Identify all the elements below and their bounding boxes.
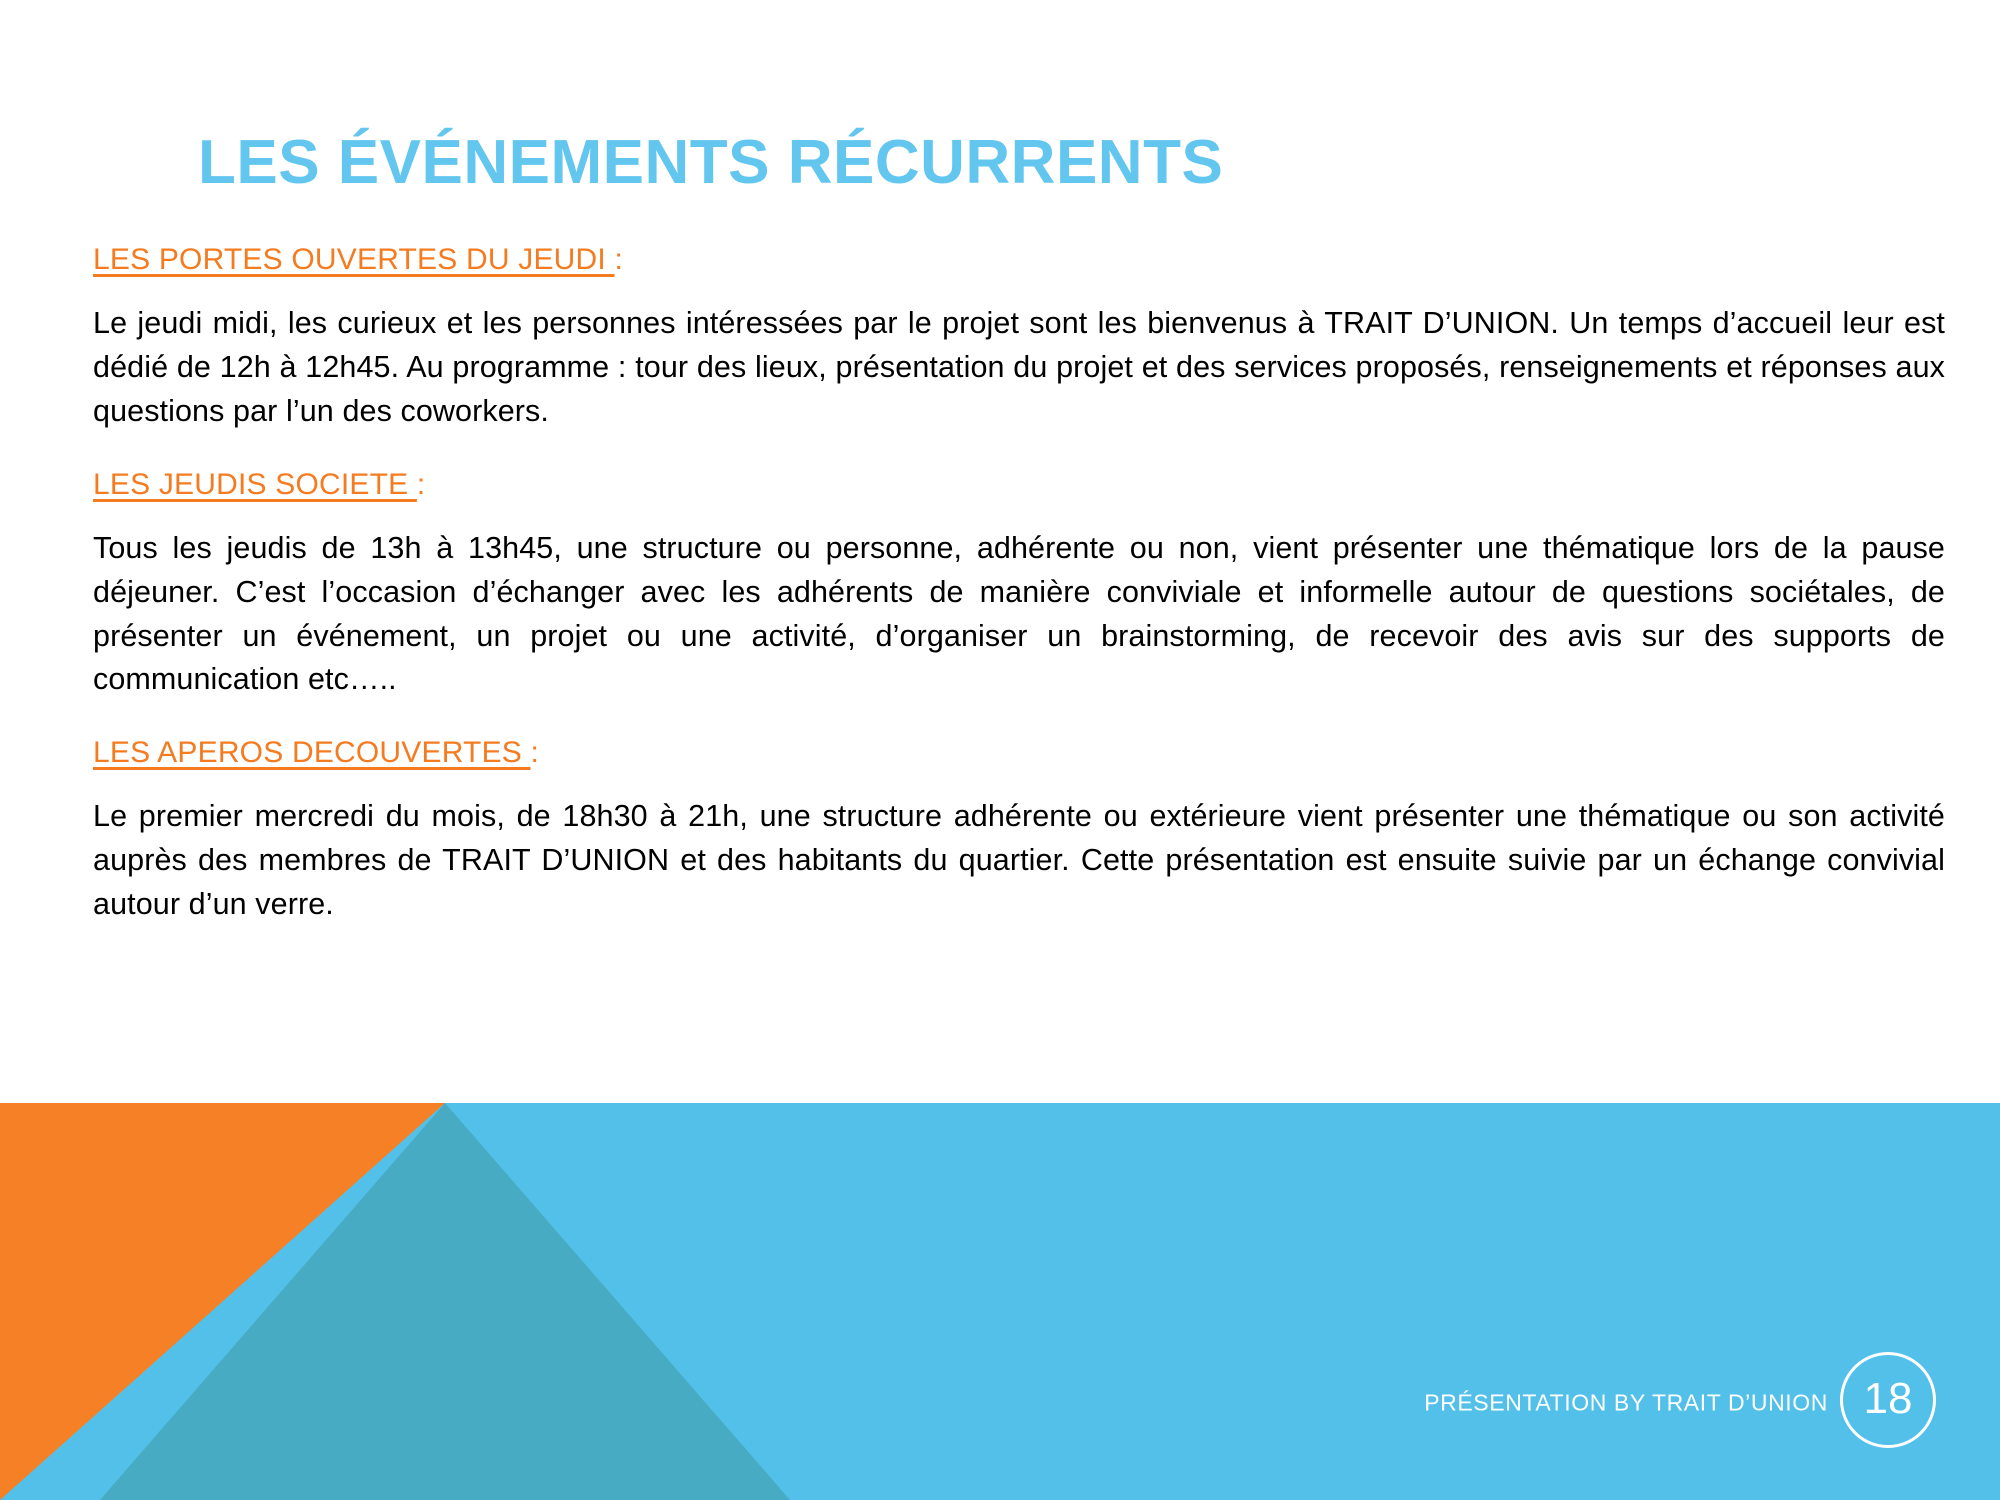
page-number-badge [1840,1352,1936,1448]
decorative-banner [0,1103,2000,1500]
section-body-aperos-decouvertes: Le premier mercredi du mois, de 18h30 à 21h, une structure adhérente ou extérieure vient présenter une thématique ou son activité auprès des membres de TRAIT D’UNION et des habitants du quartier. Cette présentation est ensuite suivie par un échange convivial autour d’un verre. [93,799,1945,922]
section-heading-text: LES PORTES OUVERTES DU JEUDI [93,243,615,276]
section-heading-text: LES JEUDIS SOCIETE [93,467,417,501]
section-heading-colon: : [416,467,426,501]
section-heading-colon: : [530,736,540,770]
page-number: 18 [1863,1373,1913,1423]
page-title: LES ÉVÉNEMENTS RÉCURRENTS [198,127,1224,197]
section-heading-text: LES APEROS DECOUVERTES [93,736,531,770]
section-heading-portes-ouvertes [93,243,1945,276]
footer-credit: PRÉSENTATION BY TRAIT D’UNION [1424,1389,1828,1416]
section-heading-jeudis-societe [93,468,1945,501]
slide-body [93,243,1945,927]
section-body-jeudis-societe: Tous les jeudis de 13h à 13h45, une structure ou personne, adhérente ou non, vient présenter une thématique lors de la pause déjeuner. C’est l’occasion d’échanger avec les adhérents de manière conviviale et informelle autour de questions sociétales, de présenter un événement, un projet ou une activité, d’organiser un brainstorming, de recevoir des avis sur des supports de communication etc….. [93,530,1945,697]
section-heading-colon: : [614,243,624,276]
section-heading-aperos-decouvertes [93,736,1945,769]
section-body-portes-ouvertes: Le jeudi midi, les curieux et les personnes intéressées par le projet sont les bienvenus à TRAIT D’UNION. Un temps d’accueil leur est dédié de 12h à 12h45. Au programme : tour des lieux, présentation du projet et des services proposés, renseignements et réponses aux questions par l’un des coworkers. [93,306,1945,428]
